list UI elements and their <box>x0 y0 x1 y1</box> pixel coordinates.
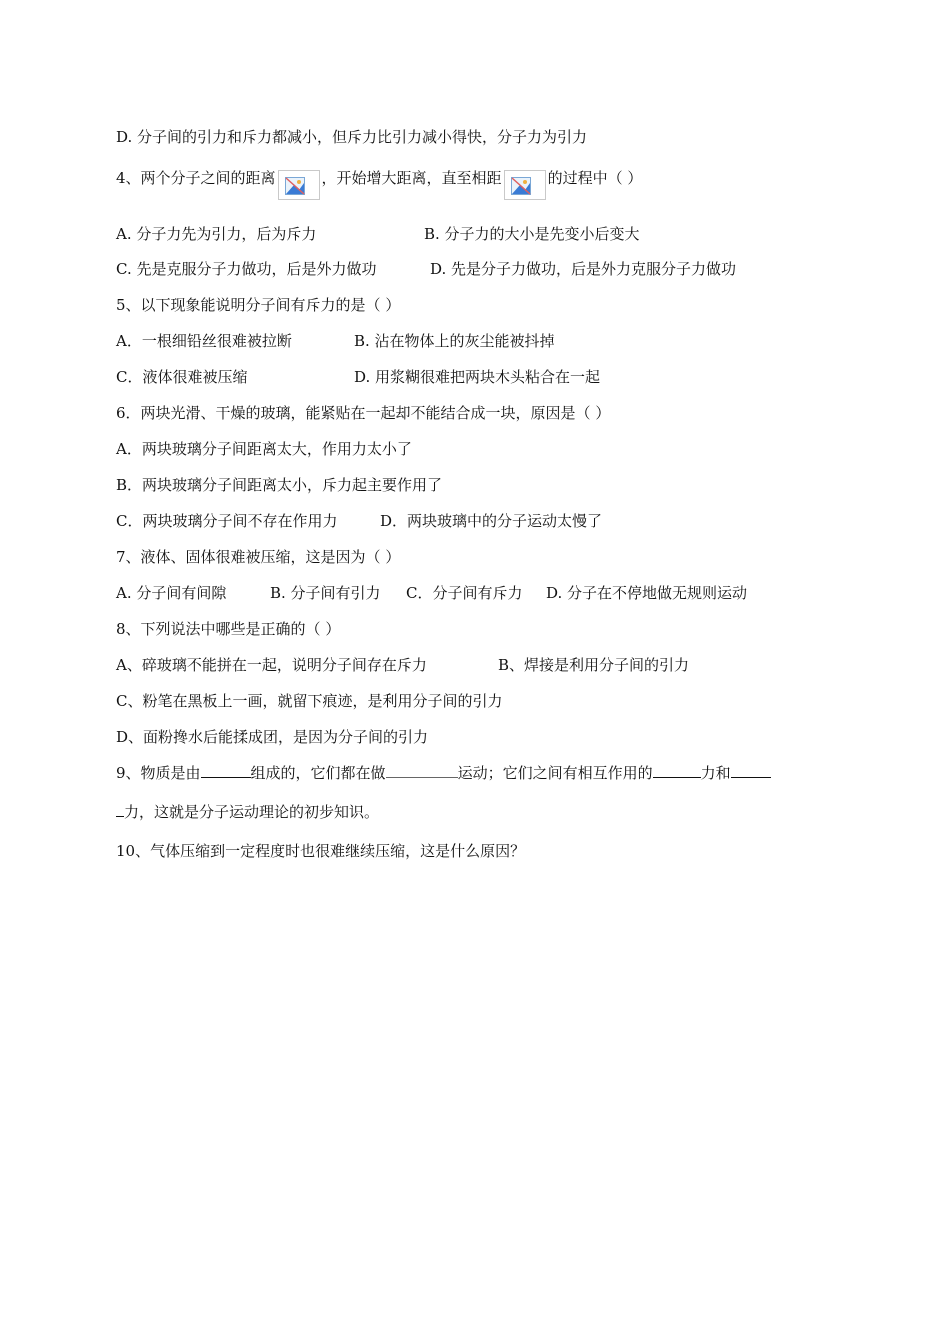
question-3-option-d: D. 分子间的引力和斥力都减小，但斥力比引力减小得快，分子力为引力 <box>116 128 588 146</box>
broken-image-icon <box>504 170 546 200</box>
option-a: A．一根细铅丝很难被拉断 <box>116 332 292 350</box>
option-a: A、碎玻璃不能拼在一起，说明分子间存在斥力 <box>116 656 427 674</box>
question-8-options-ab <box>116 655 689 675</box>
option-c: C．液体很难被压缩 <box>116 368 248 386</box>
question-5-options-cd <box>116 367 600 387</box>
question-8-option-d: D、面粉搀水后能揉成团，是因为分子间的引力 <box>116 728 429 746</box>
option-c: C. 先是克服分子力做功，后是外力做功 <box>116 260 377 278</box>
question-6-options-cd <box>116 511 602 531</box>
question-5-options-ab <box>116 331 555 351</box>
option-b: B. 分子力的大小是先变小后变大 <box>424 225 640 243</box>
fill-blank <box>201 763 251 778</box>
option-c: C．分子间有斥力 <box>406 584 523 602</box>
option-d: D. 先是分子力做功，后是外力克服分子力做功 <box>430 260 737 278</box>
question-4-stem: 4、两个分子之间的距离 ，开始增大距离，直至相距 的过程中（ ） <box>116 164 642 184</box>
fill-blank <box>116 802 124 817</box>
question-9-line-1: 9、物质是由 组成的，它们都在做 运动；它们之间有相互作用的 力和 <box>116 763 771 783</box>
option-d: D. 分子在不停地做无规则运动 <box>546 584 748 602</box>
fill-blank <box>386 763 458 778</box>
question-8-option-c: C、粉笔在黑板上一画，就留下痕迹，是利用分子间的引力 <box>116 692 503 710</box>
question-6-stem: 6．两块光滑、干燥的玻璃，能紧贴在一起却不能结合成一块，原因是（ ） <box>116 404 611 422</box>
question-6-option-a: A．两块玻璃分子间距离太大，作用力太小了 <box>116 440 412 458</box>
option-b: B. 沾在物体上的灰尘能被抖掉 <box>354 332 555 350</box>
question-10: 10、气体压缩到一定程度时也很难继续压缩，这是什么原因？ <box>116 842 526 860</box>
option-a: A. 分子间有间隙 <box>116 584 227 602</box>
option-c: C．两块玻璃分子间不存在作用力 <box>116 512 338 530</box>
question-6-option-b: B．两块玻璃分子间距离太小，斥力起主要作用了 <box>116 476 443 494</box>
question-4-options-cd <box>116 259 736 279</box>
option-a: A. 分子力先为引力，后为斥力 <box>116 225 317 243</box>
question-7-stem: 7、液体、固体很难被压缩，这是因为（ ） <box>116 548 401 566</box>
question-8-stem: 8、下列说法中哪些是正确的（ ） <box>116 620 341 638</box>
fill-blank <box>653 763 701 778</box>
option-d: D. 用浆糊很难把两块木头粘合在一起 <box>354 368 601 386</box>
question-9-line-2: 力，这就是分子运动理论的初步知识。 <box>116 802 379 822</box>
option-d: D．两块玻璃中的分子运动太慢了 <box>380 512 603 530</box>
question-5-stem: 5、以下现象能说明分子间有斥力的是（ ） <box>116 296 401 314</box>
option-b: B、焊接是利用分子间的引力 <box>498 656 690 674</box>
broken-image-icon <box>278 170 320 200</box>
question-4-options-ab <box>116 224 640 244</box>
question-7-options <box>116 583 747 603</box>
option-b: B. 分子间有引力 <box>270 584 381 602</box>
fill-blank <box>731 763 771 778</box>
